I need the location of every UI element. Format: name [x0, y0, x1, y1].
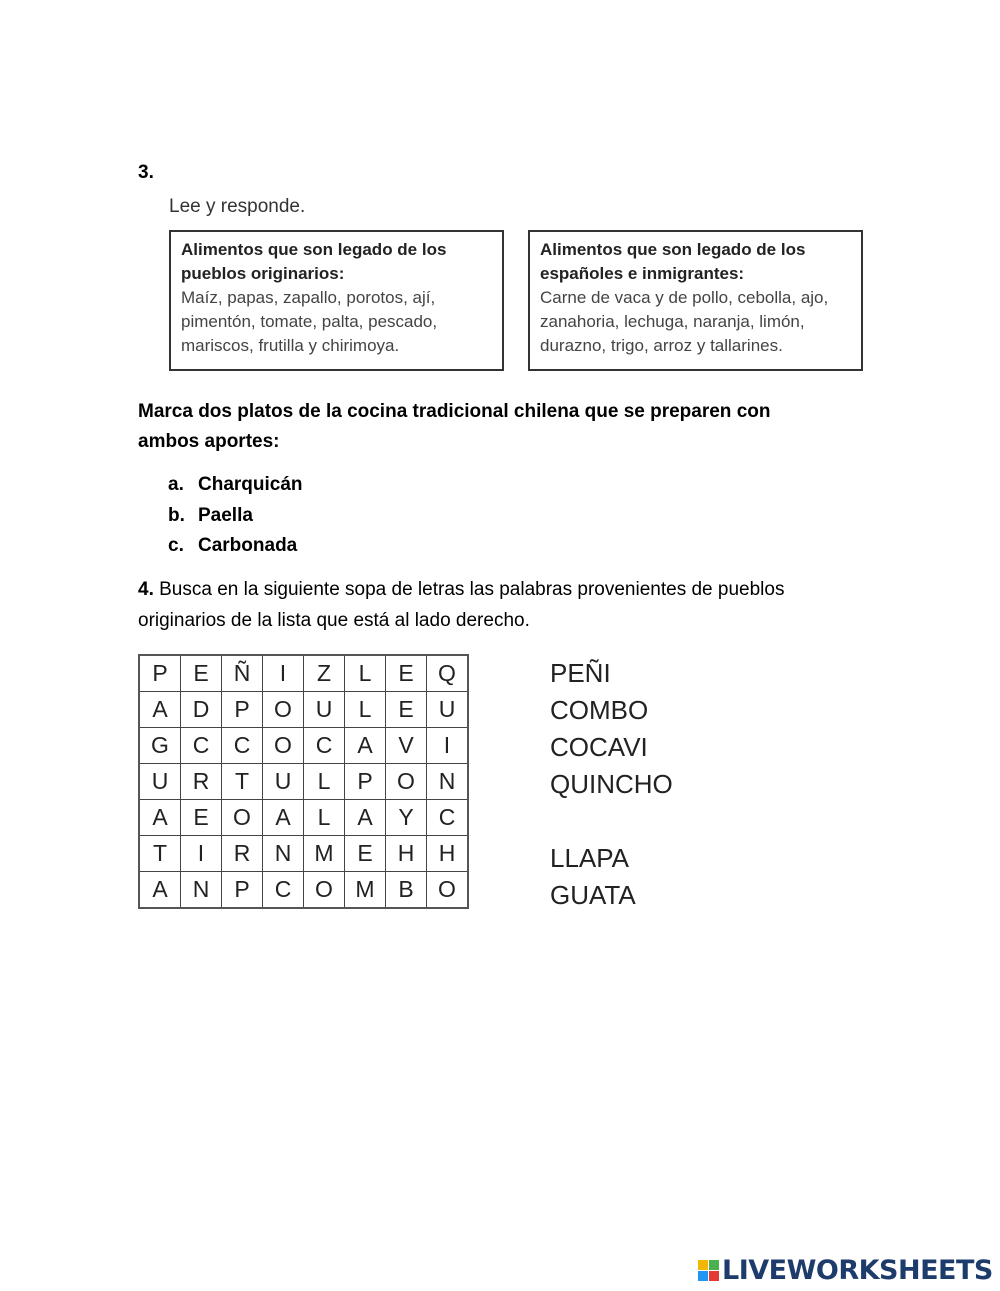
grid-cell[interactable]: O [386, 764, 427, 800]
grid-cell[interactable]: E [386, 692, 427, 728]
grid-cell[interactable]: N [427, 764, 469, 800]
word-item: PEÑI [550, 658, 611, 688]
grid-cell[interactable]: Q [427, 655, 469, 692]
grid-cell[interactable]: O [263, 728, 304, 764]
question-3-prompt [138, 397, 838, 457]
grid-cell[interactable]: C [181, 728, 222, 764]
box-indigenous-line-1: Maíz, papas, zapallo, porotos, ají, [181, 288, 436, 307]
grid-cell[interactable]: E [345, 836, 386, 872]
grid-cell[interactable]: E [181, 655, 222, 692]
grid-cell[interactable]: E [386, 655, 427, 692]
option-letter: c. [168, 535, 184, 556]
question-4-text-1: Busca en la siguiente sopa de letras las palabras provenientes de pueblos [153, 579, 785, 600]
box-spanish-line-3: durazno, trigo, arroz y tallarines. [540, 336, 783, 355]
grid-cell[interactable]: A [345, 800, 386, 836]
option-a[interactable] [168, 470, 303, 501]
grid-cell[interactable]: I [263, 655, 304, 692]
option-label: Paella [198, 504, 253, 526]
grid-cell[interactable]: U [263, 764, 304, 800]
grid-cell[interactable]: M [345, 872, 386, 909]
box-indigenous-line-3: mariscos, frutilla y chirimoya. [181, 336, 400, 355]
box-spanish-line-1: Carne de vaca y de pollo, cebolla, ajo, [540, 288, 829, 307]
grid-cell[interactable]: R [181, 764, 222, 800]
box-indigenous-foods [169, 230, 504, 371]
box-spanish-line-2: zanahoria, lechuga, naranja, limón, [540, 312, 805, 331]
grid-cell[interactable]: O [427, 872, 469, 909]
option-label: Charquicán [198, 474, 303, 495]
word-item: COMBO [550, 695, 649, 725]
logo-mark-square [709, 1271, 719, 1281]
grid-cell[interactable]: E [181, 800, 222, 836]
grid-cell[interactable]: H [427, 836, 469, 872]
grid-row [139, 836, 468, 872]
grid-row [139, 728, 468, 764]
word-item: LLAPA [550, 843, 630, 873]
word-item: QUINCHO [550, 769, 673, 799]
grid-cell[interactable]: C [427, 800, 469, 836]
grid-cell[interactable]: D [181, 692, 222, 728]
grid-cell[interactable]: U [427, 692, 469, 728]
grid-cell[interactable]: T [139, 836, 181, 872]
question-4-prompt [138, 574, 858, 636]
grid-cell[interactable]: Y [386, 800, 427, 836]
option-letter: b. [168, 504, 185, 526]
word-list [550, 655, 673, 914]
box-spanish-title-2: españoles e inmigrantes: [540, 264, 745, 283]
liveworksheets-logo [698, 1253, 993, 1287]
question-3-prompt-line-1: Marca dos platos de la cocina tradicional chilena que se preparen con [138, 401, 771, 422]
question-3-number: 3. [138, 162, 154, 183]
grid-cell[interactable]: A [263, 800, 304, 836]
grid-cell[interactable]: A [139, 872, 181, 909]
grid-row [139, 692, 468, 728]
grid-row [139, 800, 468, 836]
option-label: Carbonada [198, 535, 298, 556]
question-3-prompt-line-2: ambos aportes: [138, 431, 280, 452]
grid-cell[interactable]: L [345, 655, 386, 692]
grid-cell[interactable]: A [139, 692, 181, 728]
question-4-number: 4. [138, 579, 154, 600]
logo-mark-square [698, 1260, 708, 1270]
grid-cell[interactable]: I [181, 836, 222, 872]
grid-row [139, 872, 468, 909]
grid-cell[interactable]: I [427, 728, 469, 764]
grid-cell[interactable]: M [304, 836, 345, 872]
answer-options [168, 470, 303, 562]
grid-cell[interactable]: Ñ [222, 655, 263, 692]
word-item: GUATA [550, 880, 636, 910]
option-letter: a. [168, 474, 184, 495]
grid-cell[interactable]: O [304, 872, 345, 909]
grid-cell[interactable]: U [304, 692, 345, 728]
grid-cell[interactable]: C [263, 872, 304, 909]
question-4-line-1 [138, 574, 858, 605]
grid-cell[interactable]: V [386, 728, 427, 764]
grid-row [139, 764, 468, 800]
logo-mark-icon [698, 1260, 719, 1281]
grid-cell[interactable]: P [139, 655, 181, 692]
grid-cell[interactable]: P [222, 872, 263, 909]
grid-cell[interactable]: O [222, 800, 263, 836]
logo-mark-square [698, 1271, 708, 1281]
grid-cell[interactable]: A [139, 800, 181, 836]
grid-cell[interactable]: P [222, 692, 263, 728]
word-item: COCAVI [550, 732, 648, 762]
grid-cell[interactable]: R [222, 836, 263, 872]
box-indigenous-title-2: pueblos originarios: [181, 264, 345, 283]
option-c[interactable] [168, 531, 303, 562]
box-indigenous-title-1: Alimentos que son legado de los [181, 240, 447, 259]
box-spanish-foods [528, 230, 863, 371]
grid-cell[interactable]: T [222, 764, 263, 800]
grid-cell[interactable]: L [304, 800, 345, 836]
grid-cell[interactable]: L [345, 692, 386, 728]
grid-cell[interactable]: B [386, 872, 427, 909]
box-indigenous-line-2: pimentón, tomate, palta, pescado, [181, 312, 438, 331]
grid-cell[interactable]: H [386, 836, 427, 872]
grid-cell[interactable]: Z [304, 655, 345, 692]
grid-cell[interactable]: G [139, 728, 181, 764]
logo-mark-square [709, 1260, 719, 1270]
word-search-grid [138, 654, 469, 909]
logo-text: LIVEWORKSHEETS [722, 1254, 993, 1286]
grid-cell[interactable]: L [304, 764, 345, 800]
grid-cell[interactable]: A [345, 728, 386, 764]
grid-cell[interactable]: P [345, 764, 386, 800]
question-3-instruction: Lee y responde. [169, 196, 306, 217]
grid-cell[interactable]: N [263, 836, 304, 872]
question-4-line-2: originarios de la lista que está al lado derecho. [138, 610, 530, 631]
grid-row [139, 655, 468, 692]
grid-cell[interactable]: C [222, 728, 263, 764]
grid-cell[interactable]: O [263, 692, 304, 728]
option-b[interactable] [168, 501, 303, 532]
grid-cell[interactable]: U [139, 764, 181, 800]
box-spanish-title-1: Alimentos que son legado de los [540, 240, 806, 259]
grid-cell[interactable]: N [181, 872, 222, 909]
grid-cell[interactable]: C [304, 728, 345, 764]
word-list-spacer [550, 803, 673, 840]
